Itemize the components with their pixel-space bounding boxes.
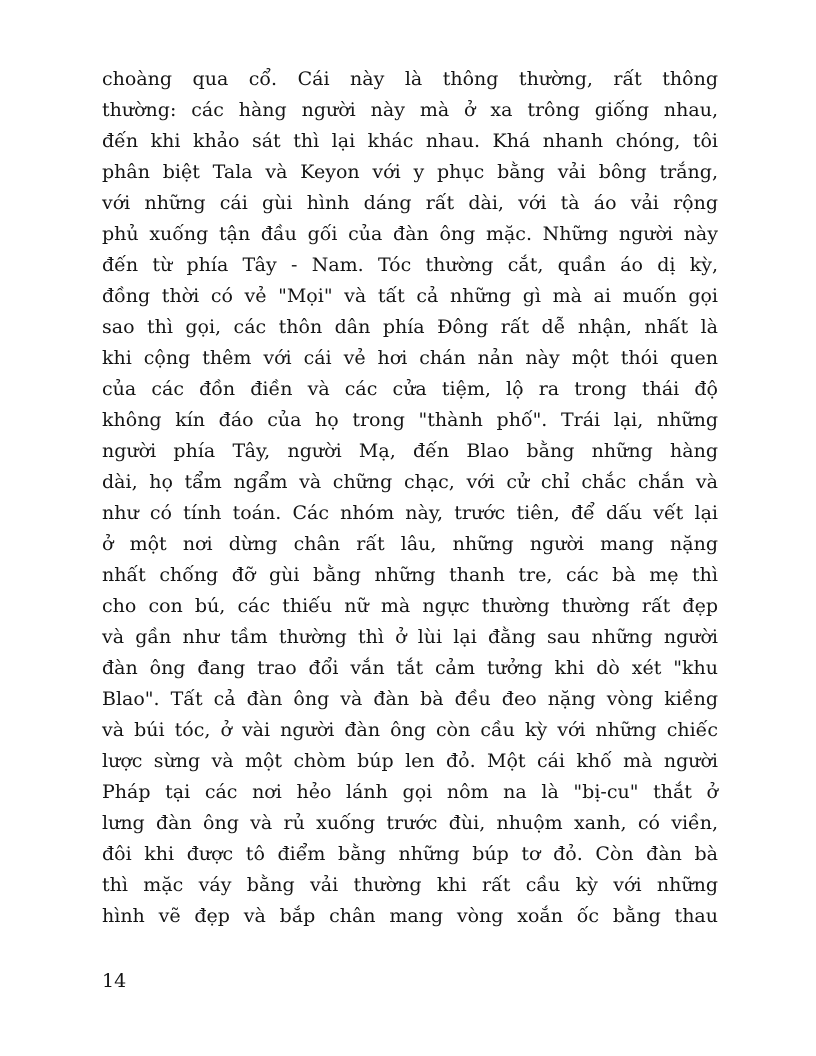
body-text (102, 64, 718, 932)
text-line: khi cộng thêm với cái vẻ hơi chán nản này một thói quen (102, 347, 718, 369)
text-line: choàng qua cổ. Cái này là thông thường, rất thông (102, 68, 718, 90)
text-line: phân biệt Tala và Keyon với y phục bằng vải bông trắng, (102, 161, 718, 183)
text-line: cho con bú, các thiếu nữ mà ngực thường thường rất đẹp (102, 595, 718, 617)
text-line: đôi khi được tô điểm bằng những búp tơ đỏ. Còn đàn bà (102, 843, 718, 865)
text-line: như có tính toán. Các nhóm này, trước tiên, để dấu vết lại (102, 502, 718, 524)
page-number: 14 (102, 970, 127, 992)
text-line: đồng thời có vẻ "Mọi" và tất cả những gì mà ai muốn gọi (102, 285, 718, 307)
text-line: ở một nơi dừng chân rất lâu, những người mang nặng (102, 533, 718, 555)
text-line: thường: các hàng người này mà ở xa trông giống nhau, (102, 99, 718, 121)
text-line: với những cái gùi hình dáng rất dài, với tà áo vải rộng (102, 192, 718, 214)
text-line: đến từ phía Tây - Nam. Tóc thường cắt, quần áo dị kỳ, (102, 254, 718, 276)
text-line: dài, họ tẩm ngẩm và chững chạc, với cử chỉ chắc chắn và (102, 471, 718, 493)
text-line: và gần như tầm thường thì ở lùi lại đằng sau những người (102, 626, 718, 648)
text-line: Blao". Tất cả đàn ông và đàn bà đều đeo nặng vòng kiềng (102, 688, 718, 710)
text-line: và búi tóc, ở vài người đàn ông còn cầu kỳ với những chiếc (102, 719, 718, 741)
text-line: sao thì gọi, các thôn dân phía Đông rất dễ nhận, nhất là (102, 316, 718, 338)
text-line: hình vẽ đẹp và bắp chân mang vòng xoắn ốc bằng thau (102, 905, 718, 927)
text-line: lược sừng và một chòm búp len đỏ. Một cái khố mà người (102, 750, 718, 772)
text-line: nhất chống đỡ gùi bằng những thanh tre, các bà mẹ thì (102, 564, 718, 586)
text-line: Pháp tại các nơi hẻo lánh gọi nôm na là "bị-cu" thắt ở (102, 781, 718, 803)
text-line: người phía Tây, người Mạ, đến Blao bằng những hàng (102, 440, 718, 462)
text-line: đến khi khảo sát thì lại khác nhau. Khá nhanh chóng, tôi (102, 130, 718, 152)
text-line: của các đồn điền và các cửa tiệm, lộ ra trong thái độ (102, 378, 718, 400)
text-line: không kín đáo của họ trong "thành phố". Trái lại, những (102, 409, 718, 431)
text-line: đàn ông đang trao đổi vắn tắt cảm tưởng khi dò xét "khu (102, 657, 718, 679)
text-line: thì mặc váy bằng vải thường khi rất cầu kỳ với những (102, 874, 718, 896)
text-line: lưng đàn ông và rủ xuống trước đùi, nhuộm xanh, có viền, (102, 812, 718, 834)
text-line: phủ xuống tận đầu gối của đàn ông mặc. Những người này (102, 223, 718, 245)
